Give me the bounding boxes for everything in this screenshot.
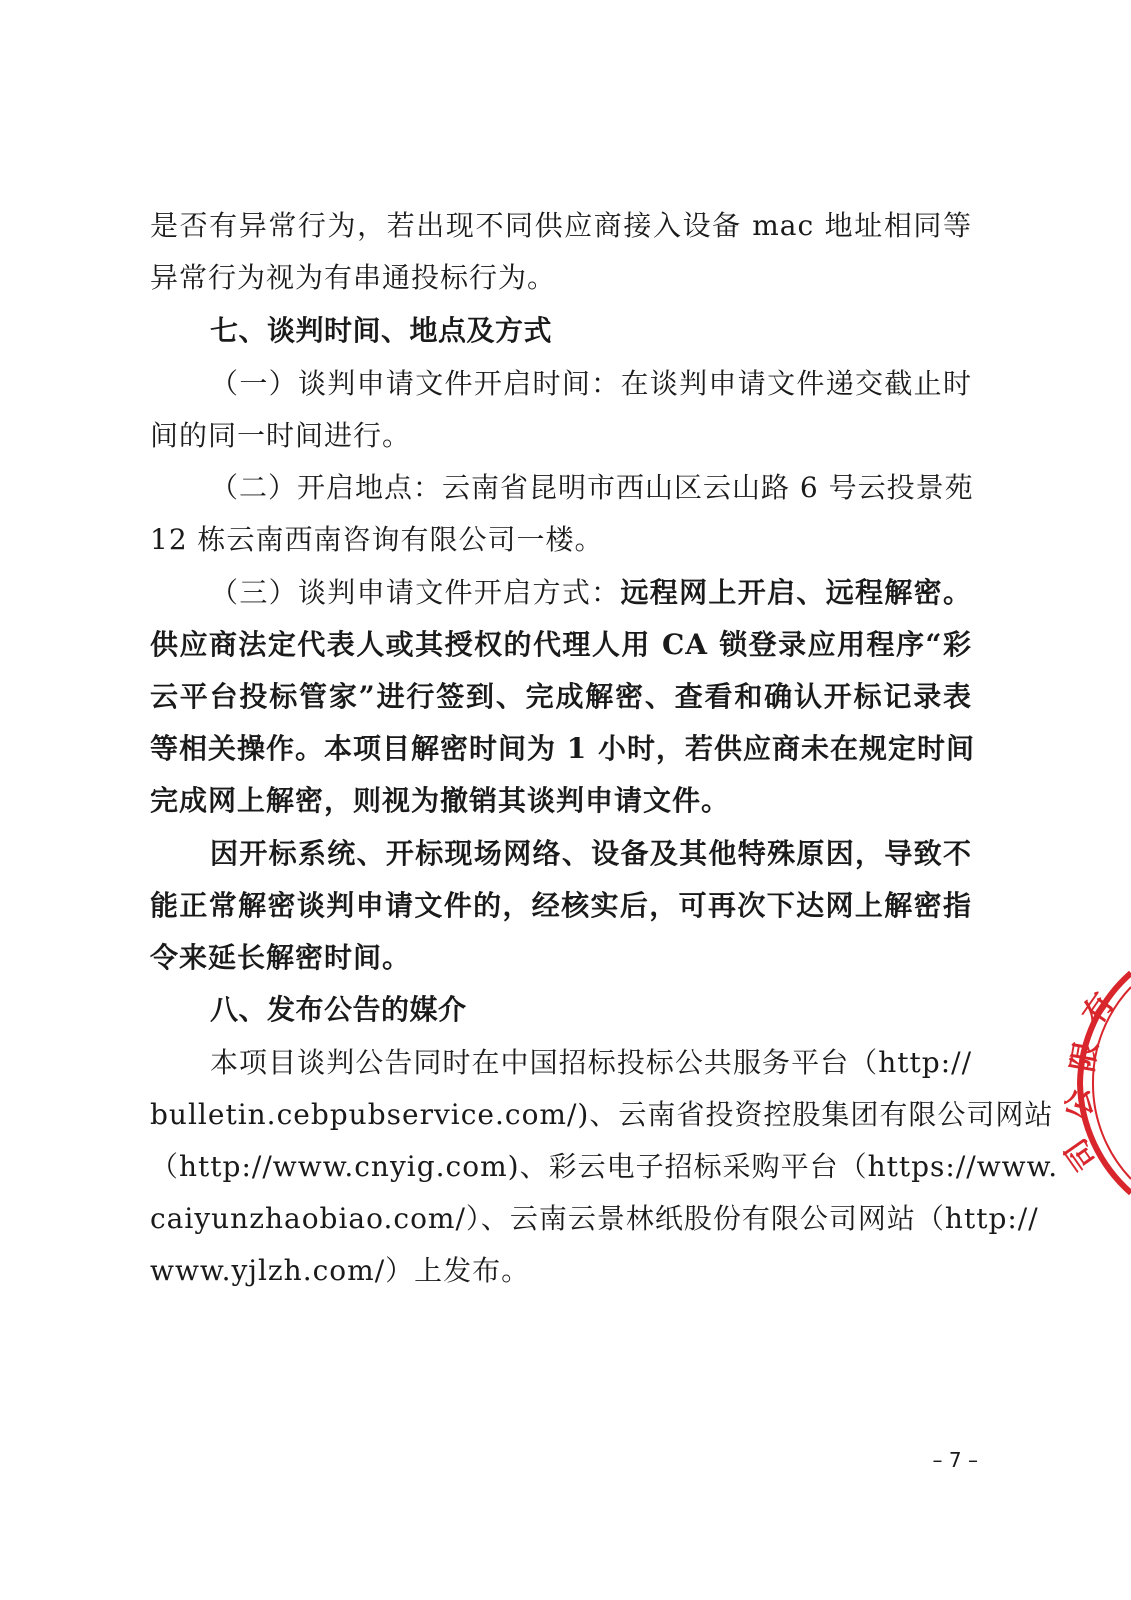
- page-number: – 7 –: [932, 1448, 978, 1472]
- svg-text:公: 公: [1060, 1086, 1100, 1122]
- paragraph-line: 云平台投标管家”进行签到、完成解密、查看和确认开标记录表: [150, 680, 972, 713]
- svg-text:司: 司: [1058, 1131, 1105, 1177]
- paragraph-line: （一）谈判申请文件开启时间：在谈判申请文件递交截止时: [210, 367, 972, 400]
- paragraph-line: 完成网上解密，则视为撤销其谈判申请文件。: [150, 784, 731, 817]
- company-seal-icon: [1058, 965, 1131, 1200]
- paragraph-line-mixed: [210, 575, 972, 611]
- paragraph-line: www.yjlzh.com/）上发布。: [150, 1254, 531, 1287]
- section-heading-7: 七、谈判时间、地点及方式: [210, 314, 553, 347]
- paragraph-line: 供应商法定代表人或其授权的代理人用 CA 锁登录应用程序“彩: [150, 628, 972, 661]
- paragraph-line: 异常行为视为有串通投标行为。: [150, 261, 557, 294]
- paragraph-line: 等相关操作。本项目解密时间为 1 小时，若供应商未在规定时间: [150, 732, 975, 765]
- emphasized-text: 远程网上开启、远程解密。: [620, 576, 972, 609]
- paragraph-line: bulletin.cebpubservice.com/)、云南省投资控股集团有限公司网站: [150, 1098, 1054, 1131]
- paragraph-line: caiyunzhaobiao.com/）、云南云景林纸股份有限公司网站（http://: [150, 1202, 1039, 1235]
- svg-text:有: 有: [1075, 986, 1122, 1032]
- section-heading-8: 八、发布公告的媒介: [210, 993, 467, 1026]
- paragraph-line: 本项目谈判公告同时在中国招标投标公共服务平台（http://: [210, 1046, 972, 1079]
- paragraph-line: 间的同一时间进行。: [150, 419, 412, 452]
- paragraph-line: 因开标系统、开标现场网络、设备及其他特殊原因，导致不: [210, 837, 972, 870]
- svg-text:限: 限: [1065, 1038, 1106, 1075]
- paragraph-line: （二）开启地点：云南省昆明市西山区云山路 6 号云投景苑: [210, 471, 974, 504]
- paragraph-line: 令来延长解密时间。: [150, 941, 412, 974]
- paragraph-line: 是否有异常行为，若出现不同供应商接入设备 mac 地址相同等: [150, 209, 972, 242]
- subsection-label: （三）谈判申请文件开启方式：: [210, 576, 621, 609]
- paragraph-line: （http://www.cnyig.com)、彩云电子招标采购平台（https://www.: [150, 1150, 1059, 1183]
- paragraph-line: 12 栋云南西南咨询有限公司一楼。: [150, 523, 604, 556]
- paragraph-line: 能正常解密谈判申请文件的，经核实后，可再次下达网上解密指: [150, 889, 972, 922]
